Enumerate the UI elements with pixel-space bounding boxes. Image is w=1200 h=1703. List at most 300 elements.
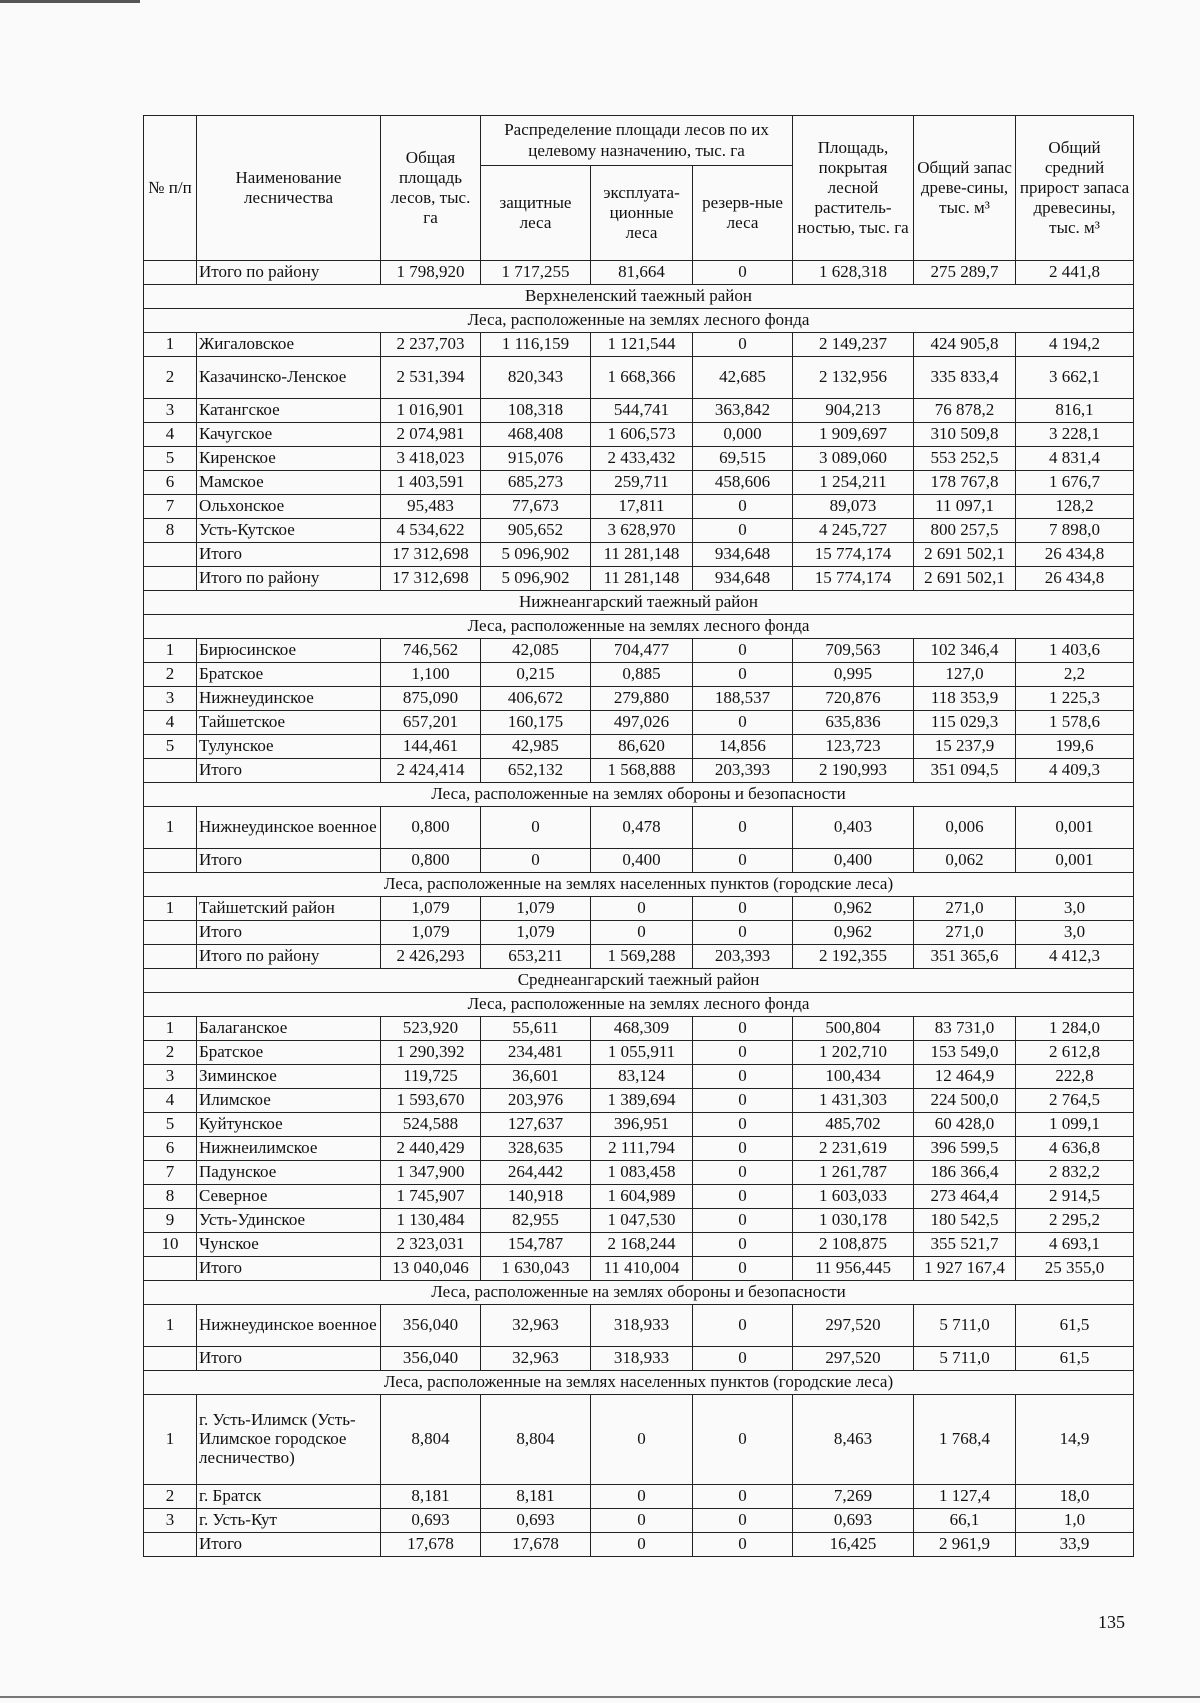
exploitation-area-cell: 86,620 (591, 735, 693, 759)
protective-area-cell: 652,132 (481, 759, 591, 783)
protective-area-cell: 82,955 (481, 1209, 591, 1233)
stock-growth-cell: 2 612,8 (1016, 1041, 1134, 1065)
wood-stock-cell: 310 509,8 (914, 423, 1016, 447)
protective-area-cell: 234,481 (481, 1041, 591, 1065)
exploitation-area-cell: 17,811 (591, 495, 693, 519)
row-number: 4 (144, 711, 197, 735)
protective-area-cell: 36,601 (481, 1065, 591, 1089)
header-total: Общая площадь лесов, тыс. га (381, 116, 481, 261)
row-number: 4 (144, 1089, 197, 1113)
stock-growth-cell: 61,5 (1016, 1305, 1134, 1347)
protective-area-cell: 1 630,043 (481, 1257, 591, 1281)
table-row (144, 1041, 1134, 1065)
stock-growth-cell: 61,5 (1016, 1347, 1134, 1371)
exploitation-area-cell: 0 (591, 921, 693, 945)
reserve-area-cell: 203,393 (693, 945, 793, 969)
wood-stock-cell: 351 094,5 (914, 759, 1016, 783)
total-area-cell: 13 040,046 (381, 1257, 481, 1281)
total-area-cell: 2 440,429 (381, 1137, 481, 1161)
reserve-area-cell: 0 (693, 519, 793, 543)
total-area-cell: 523,920 (381, 1017, 481, 1041)
exploitation-area-cell: 396,951 (591, 1113, 693, 1137)
total-area-cell: 3 418,023 (381, 447, 481, 471)
covered-area-cell: 123,723 (793, 735, 914, 759)
forestry-name: Киренское (197, 447, 381, 471)
row-number: 3 (144, 1065, 197, 1089)
row-number: 2 (144, 1485, 197, 1509)
wood-stock-cell: 273 464,4 (914, 1185, 1016, 1209)
forestry-name: Братское (197, 1041, 381, 1065)
stock-growth-cell: 3 662,1 (1016, 357, 1134, 399)
forestry-name: Итого по району (197, 567, 381, 591)
covered-area-cell: 16,425 (793, 1533, 914, 1557)
exploitation-area-cell: 1 569,288 (591, 945, 693, 969)
reserve-area-cell: 0 (693, 1161, 793, 1185)
protective-area-cell: 8,804 (481, 1395, 591, 1485)
protective-area-cell: 5 096,902 (481, 567, 591, 591)
covered-area-cell: 15 774,174 (793, 567, 914, 591)
wood-stock-cell: 271,0 (914, 897, 1016, 921)
wood-stock-cell: 275 289,7 (914, 261, 1016, 285)
forestry-name: Итого (197, 1257, 381, 1281)
exploitation-area-cell: 3 628,970 (591, 519, 693, 543)
total-area-cell: 2 424,414 (381, 759, 481, 783)
table-row (144, 1137, 1134, 1161)
exploitation-area-cell: 544,741 (591, 399, 693, 423)
wood-stock-cell: 83 731,0 (914, 1017, 1016, 1041)
exploitation-area-cell: 704,477 (591, 639, 693, 663)
protective-area-cell: 653,211 (481, 945, 591, 969)
row-number: 5 (144, 447, 197, 471)
covered-area-cell: 904,213 (793, 399, 914, 423)
stock-growth-cell: 4 831,4 (1016, 447, 1134, 471)
forestry-name: Итого (197, 1347, 381, 1371)
covered-area-cell: 297,520 (793, 1305, 914, 1347)
row-number: 4 (144, 423, 197, 447)
table-row (144, 261, 1134, 285)
table-row (144, 1257, 1134, 1281)
total-area-cell: 1 130,484 (381, 1209, 481, 1233)
covered-area-cell: 100,434 (793, 1065, 914, 1089)
stock-growth-cell: 1 676,7 (1016, 471, 1134, 495)
covered-area-cell: 8,463 (793, 1395, 914, 1485)
covered-area-cell: 0,693 (793, 1509, 914, 1533)
row-number (144, 1257, 197, 1281)
covered-area-cell: 2 190,993 (793, 759, 914, 783)
reserve-area-cell: 0 (693, 1395, 793, 1485)
protective-area-cell: 0 (481, 849, 591, 873)
reserve-area-cell: 934,648 (693, 567, 793, 591)
protective-area-cell: 17,678 (481, 1533, 591, 1557)
exploitation-area-cell: 1 121,544 (591, 333, 693, 357)
section-title: Верхнеленский таежный район (144, 285, 1134, 309)
protective-area-cell: 127,637 (481, 1113, 591, 1137)
reserve-area-cell: 0 (693, 1017, 793, 1041)
protective-area-cell: 685,273 (481, 471, 591, 495)
forestry-name: г. Усть-Кут (197, 1509, 381, 1533)
forestry-name: Усть-Удинское (197, 1209, 381, 1233)
forestry-name: Илимское (197, 1089, 381, 1113)
protective-area-cell: 406,672 (481, 687, 591, 711)
forestry-name: Казачинско-Ленское (197, 357, 381, 399)
total-area-cell: 17 312,698 (381, 567, 481, 591)
row-number (144, 1533, 197, 1557)
section-row (144, 783, 1134, 807)
exploitation-area-cell: 497,026 (591, 711, 693, 735)
protective-area-cell: 42,985 (481, 735, 591, 759)
header-name: Наименование лесничества (197, 116, 381, 261)
page-number: 135 (1098, 1612, 1125, 1632)
forestry-name: Нижнеилимское (197, 1137, 381, 1161)
reserve-area-cell: 0,000 (693, 423, 793, 447)
stock-growth-cell: 222,8 (1016, 1065, 1134, 1089)
reserve-area-cell: 363,842 (693, 399, 793, 423)
total-area-cell: 1 403,591 (381, 471, 481, 495)
wood-stock-cell: 2 961,9 (914, 1533, 1016, 1557)
table-row (144, 471, 1134, 495)
wood-stock-cell: 102 346,4 (914, 639, 1016, 663)
exploitation-area-cell: 81,664 (591, 261, 693, 285)
wood-stock-cell: 5 711,0 (914, 1347, 1016, 1371)
wood-stock-cell: 553 252,5 (914, 447, 1016, 471)
exploitation-area-cell: 2 433,432 (591, 447, 693, 471)
table-row (144, 519, 1134, 543)
reserve-area-cell: 0 (693, 1137, 793, 1161)
reserve-area-cell: 0 (693, 1509, 793, 1533)
exploitation-area-cell: 1 083,458 (591, 1161, 693, 1185)
row-number (144, 543, 197, 567)
wood-stock-cell: 0,062 (914, 849, 1016, 873)
forestry-name: Усть-Кутское (197, 519, 381, 543)
header-growth: Общий средний прирост запаса древесины, тыс. м³ (1016, 116, 1134, 261)
reserve-area-cell: 0 (693, 639, 793, 663)
wood-stock-cell: 355 521,7 (914, 1233, 1016, 1257)
row-number (144, 261, 197, 285)
row-number: 9 (144, 1209, 197, 1233)
reserve-area-cell: 0 (693, 1209, 793, 1233)
exploitation-area-cell: 318,933 (591, 1305, 693, 1347)
exploitation-area-cell: 0 (591, 897, 693, 921)
stock-growth-cell: 2 832,2 (1016, 1161, 1134, 1185)
total-area-cell: 2 237,703 (381, 333, 481, 357)
protective-area-cell: 77,673 (481, 495, 591, 519)
forestry-name: Мамское (197, 471, 381, 495)
protective-area-cell: 160,175 (481, 711, 591, 735)
forestry-name: Чунское (197, 1233, 381, 1257)
forestry-name: Итого (197, 543, 381, 567)
wood-stock-cell: 396 599,5 (914, 1137, 1016, 1161)
table-row (144, 735, 1134, 759)
covered-area-cell: 297,520 (793, 1347, 914, 1371)
reserve-area-cell: 0 (693, 261, 793, 285)
reserve-area-cell: 0 (693, 1233, 793, 1257)
covered-area-cell: 500,804 (793, 1017, 914, 1041)
covered-area-cell: 635,836 (793, 711, 914, 735)
wood-stock-cell: 2 691 502,1 (914, 543, 1016, 567)
forestry-name: Ольхонское (197, 495, 381, 519)
covered-area-cell: 1 431,303 (793, 1089, 914, 1113)
stock-growth-cell: 4 194,2 (1016, 333, 1134, 357)
wood-stock-cell: 115 029,3 (914, 711, 1016, 735)
wood-stock-cell: 153 549,0 (914, 1041, 1016, 1065)
covered-area-cell: 0,962 (793, 921, 914, 945)
exploitation-area-cell: 279,880 (591, 687, 693, 711)
table-row (144, 543, 1134, 567)
protective-area-cell: 32,963 (481, 1305, 591, 1347)
covered-area-cell: 2 231,619 (793, 1137, 914, 1161)
section-row (144, 285, 1134, 309)
section-title: Леса, расположенные на землях лесного фонда (144, 993, 1134, 1017)
stock-growth-cell: 199,6 (1016, 735, 1134, 759)
covered-area-cell: 0,962 (793, 897, 914, 921)
covered-area-cell: 2 149,237 (793, 333, 914, 357)
forestry-name: Итого (197, 1533, 381, 1557)
wood-stock-cell: 66,1 (914, 1509, 1016, 1533)
reserve-area-cell: 934,648 (693, 543, 793, 567)
table-row (144, 1347, 1134, 1371)
stock-growth-cell: 1 403,6 (1016, 639, 1134, 663)
exploitation-area-cell: 1 568,888 (591, 759, 693, 783)
stock-growth-cell: 4 412,3 (1016, 945, 1134, 969)
stock-growth-cell: 0,001 (1016, 807, 1134, 849)
protective-area-cell: 1,079 (481, 897, 591, 921)
header-distribution: Распределение площади лесов по их целевому назначению, тыс. га (481, 116, 793, 166)
table-row (144, 1509, 1134, 1533)
forestry-name: Нижнеудинское военное (197, 807, 381, 849)
total-area-cell: 17,678 (381, 1533, 481, 1557)
protective-area-cell: 140,918 (481, 1185, 591, 1209)
stock-growth-cell: 3 228,1 (1016, 423, 1134, 447)
wood-stock-cell: 186 366,4 (914, 1161, 1016, 1185)
row-number: 1 (144, 1305, 197, 1347)
section-row (144, 1281, 1134, 1305)
section-title: Среднеангарский таежный район (144, 969, 1134, 993)
row-number: 10 (144, 1233, 197, 1257)
covered-area-cell: 15 774,174 (793, 543, 914, 567)
table-row (144, 1185, 1134, 1209)
forestry-name: Балаганское (197, 1017, 381, 1041)
exploitation-area-cell: 0 (591, 1509, 693, 1533)
covered-area-cell: 1 628,318 (793, 261, 914, 285)
forestry-name: Куйтунское (197, 1113, 381, 1137)
table-row (144, 399, 1134, 423)
covered-area-cell: 11 956,445 (793, 1257, 914, 1281)
total-area-cell: 95,483 (381, 495, 481, 519)
protective-area-cell: 203,976 (481, 1089, 591, 1113)
exploitation-area-cell: 1 389,694 (591, 1089, 693, 1113)
table-row (144, 807, 1134, 849)
stock-growth-cell: 4 409,3 (1016, 759, 1134, 783)
table-row (144, 897, 1134, 921)
total-area-cell: 875,090 (381, 687, 481, 711)
exploitation-area-cell: 468,309 (591, 1017, 693, 1041)
wood-stock-cell: 800 257,5 (914, 519, 1016, 543)
stock-growth-cell: 0,001 (1016, 849, 1134, 873)
covered-area-cell: 7,269 (793, 1485, 914, 1509)
covered-area-cell: 485,702 (793, 1113, 914, 1137)
section-row (144, 309, 1134, 333)
table-row (144, 1065, 1134, 1089)
forestry-name: Бирюсинское (197, 639, 381, 663)
row-number: 5 (144, 735, 197, 759)
protective-area-cell: 328,635 (481, 1137, 591, 1161)
stock-growth-cell: 2 914,5 (1016, 1185, 1134, 1209)
stock-growth-cell: 7 898,0 (1016, 519, 1134, 543)
table-row (144, 333, 1134, 357)
total-area-cell: 2 074,981 (381, 423, 481, 447)
stock-growth-cell: 4 693,1 (1016, 1233, 1134, 1257)
protective-area-cell: 0,215 (481, 663, 591, 687)
reserve-area-cell: 0 (693, 849, 793, 873)
covered-area-cell: 1 909,697 (793, 423, 914, 447)
covered-area-cell: 0,400 (793, 849, 914, 873)
section-title: Леса, расположенные на землях обороны и безопасности (144, 783, 1134, 807)
covered-area-cell: 2 132,956 (793, 357, 914, 399)
reserve-area-cell: 0 (693, 711, 793, 735)
protective-area-cell: 1 116,159 (481, 333, 591, 357)
stock-growth-cell: 3,0 (1016, 897, 1134, 921)
wood-stock-cell: 2 691 502,1 (914, 567, 1016, 591)
section-row (144, 993, 1134, 1017)
forestry-name: Итого по району (197, 945, 381, 969)
row-number (144, 921, 197, 945)
row-number: 3 (144, 1509, 197, 1533)
total-area-cell: 1 290,392 (381, 1041, 481, 1065)
forestry-name: г. Братск (197, 1485, 381, 1509)
table-row (144, 1113, 1134, 1137)
wood-stock-cell: 127,0 (914, 663, 1016, 687)
table-row (144, 687, 1134, 711)
row-number (144, 1347, 197, 1371)
table-row (144, 1485, 1134, 1509)
reserve-area-cell: 0 (693, 1485, 793, 1509)
covered-area-cell: 4 245,727 (793, 519, 914, 543)
wood-stock-cell: 11 097,1 (914, 495, 1016, 519)
forestry-name: Качугское (197, 423, 381, 447)
exploitation-area-cell: 11 281,148 (591, 543, 693, 567)
table-row (144, 663, 1134, 687)
stock-growth-cell: 26 434,8 (1016, 567, 1134, 591)
row-number: 1 (144, 1017, 197, 1041)
exploitation-area-cell: 1 668,366 (591, 357, 693, 399)
protective-area-cell: 915,076 (481, 447, 591, 471)
wood-stock-cell: 5 711,0 (914, 1305, 1016, 1347)
stock-growth-cell: 3,0 (1016, 921, 1134, 945)
covered-area-cell: 720,876 (793, 687, 914, 711)
covered-area-cell: 1 603,033 (793, 1185, 914, 1209)
row-number: 1 (144, 897, 197, 921)
table-row (144, 921, 1134, 945)
reserve-area-cell: 0 (693, 1113, 793, 1137)
exploitation-area-cell: 2 111,794 (591, 1137, 693, 1161)
exploitation-area-cell: 0,885 (591, 663, 693, 687)
protective-area-cell: 1 717,255 (481, 261, 591, 285)
header-reserve: резерв-ные леса (693, 166, 793, 261)
covered-area-cell: 1 254,211 (793, 471, 914, 495)
forestry-name: Нижнеудинское военное (197, 1305, 381, 1347)
covered-area-cell: 2 108,875 (793, 1233, 914, 1257)
total-area-cell: 0,800 (381, 849, 481, 873)
total-area-cell: 1,079 (381, 897, 481, 921)
total-area-cell: 2 531,394 (381, 357, 481, 399)
reserve-area-cell: 42,685 (693, 357, 793, 399)
covered-area-cell: 3 089,060 (793, 447, 914, 471)
reserve-area-cell: 0 (693, 807, 793, 849)
table-row (144, 423, 1134, 447)
forestry-name: Жигаловское (197, 333, 381, 357)
row-number: 6 (144, 1137, 197, 1161)
stock-growth-cell: 14,9 (1016, 1395, 1134, 1485)
protective-area-cell: 820,343 (481, 357, 591, 399)
protective-area-cell: 0,693 (481, 1509, 591, 1533)
total-area-cell: 1 745,907 (381, 1185, 481, 1209)
covered-area-cell: 1 202,710 (793, 1041, 914, 1065)
wood-stock-cell: 271,0 (914, 921, 1016, 945)
forestry-name: Тайшетское (197, 711, 381, 735)
total-area-cell: 2 426,293 (381, 945, 481, 969)
total-area-cell: 0,800 (381, 807, 481, 849)
header-stock: Общий запас древе-сины, тыс. м³ (914, 116, 1016, 261)
table-row (144, 849, 1134, 873)
stock-growth-cell: 1,0 (1016, 1509, 1134, 1533)
stock-growth-cell: 128,2 (1016, 495, 1134, 519)
section-title: Леса, расположенные на землях лесного фонда (144, 615, 1134, 639)
exploitation-area-cell: 83,124 (591, 1065, 693, 1089)
exploitation-area-cell: 1 047,530 (591, 1209, 693, 1233)
total-area-cell: 746,562 (381, 639, 481, 663)
section-row (144, 1371, 1134, 1395)
section-row (144, 615, 1134, 639)
header-protective: защитные леса (481, 166, 591, 261)
exploitation-area-cell: 11 281,148 (591, 567, 693, 591)
header-covered: Площадь, покрытая лесной раститель-ностью, тыс. га (793, 116, 914, 261)
protective-area-cell: 108,318 (481, 399, 591, 423)
wood-stock-cell: 351 365,6 (914, 945, 1016, 969)
row-number: 1 (144, 807, 197, 849)
table-row (144, 1161, 1134, 1185)
row-number: 3 (144, 399, 197, 423)
row-number (144, 759, 197, 783)
section-title: Леса, расположенные на землях населенных пунктов (городские леса) (144, 873, 1134, 897)
total-area-cell: 2 323,031 (381, 1233, 481, 1257)
reserve-area-cell: 203,393 (693, 759, 793, 783)
stock-growth-cell: 816,1 (1016, 399, 1134, 423)
total-area-cell: 1,079 (381, 921, 481, 945)
exploitation-area-cell: 2 168,244 (591, 1233, 693, 1257)
reserve-area-cell: 0 (693, 1305, 793, 1347)
table-row (144, 945, 1134, 969)
forestry-name: Нижнеудинское (197, 687, 381, 711)
row-number (144, 567, 197, 591)
wood-stock-cell: 224 500,0 (914, 1089, 1016, 1113)
header-exploitation: эксплуата-ционные леса (591, 166, 693, 261)
total-area-cell: 1 798,920 (381, 261, 481, 285)
forestry-name: Зиминское (197, 1065, 381, 1089)
row-number: 8 (144, 519, 197, 543)
table-row (144, 1395, 1134, 1485)
row-number: 8 (144, 1185, 197, 1209)
stock-growth-cell: 1 578,6 (1016, 711, 1134, 735)
table-row (144, 1017, 1134, 1041)
covered-area-cell: 0,403 (793, 807, 914, 849)
protective-area-cell: 1,079 (481, 921, 591, 945)
reserve-area-cell: 0 (693, 1533, 793, 1557)
stock-growth-cell: 33,9 (1016, 1533, 1134, 1557)
reserve-area-cell: 0 (693, 495, 793, 519)
row-number: 2 (144, 1041, 197, 1065)
protective-area-cell: 5 096,902 (481, 543, 591, 567)
row-number: 5 (144, 1113, 197, 1137)
